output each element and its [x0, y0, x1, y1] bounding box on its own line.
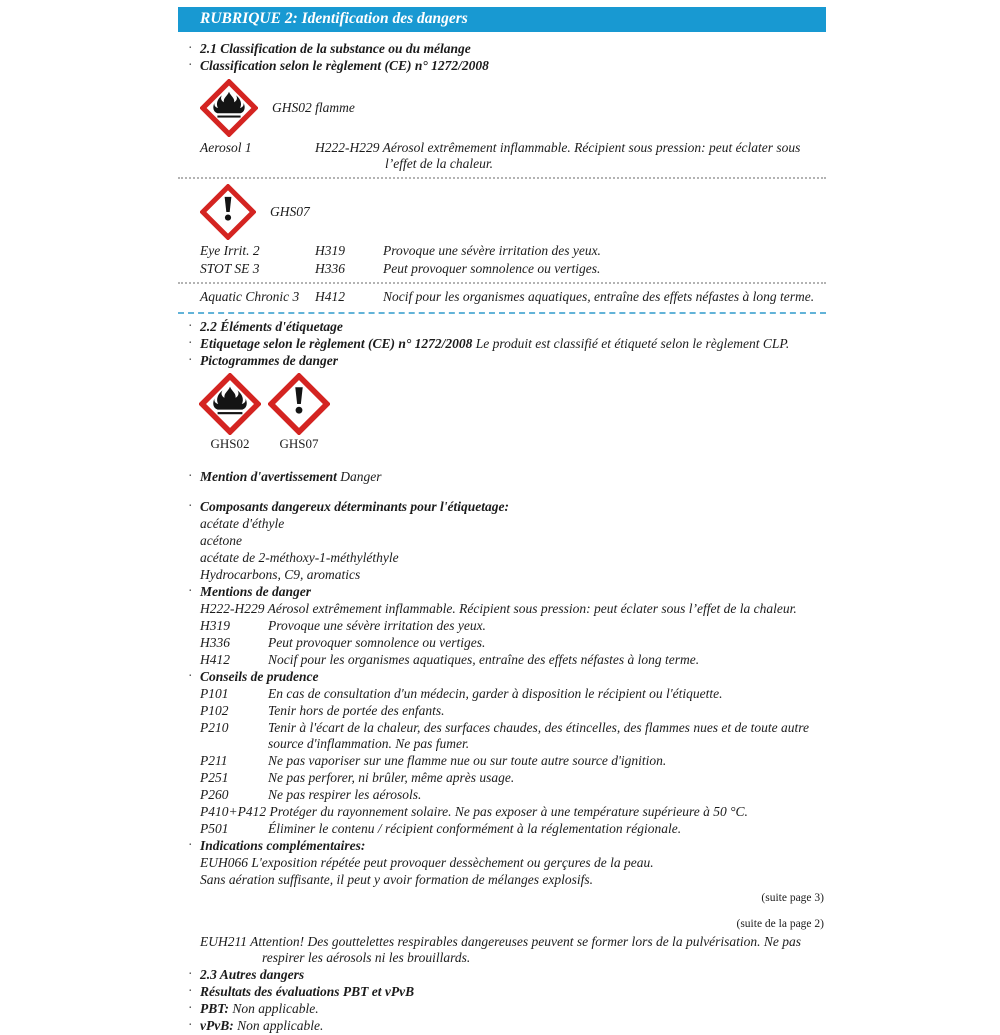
ghs02-flame-icon	[200, 79, 258, 137]
hazard-code: H336	[200, 635, 230, 650]
ghs07-pictogram-row	[178, 184, 826, 240]
precaution-code: P101	[200, 686, 229, 701]
component-item: acétone	[200, 533, 242, 548]
pictogram-ghs02	[198, 373, 262, 452]
hazard-code: H412	[200, 652, 230, 667]
heading-2-1: · 2.1 Classification de la substance ou du mélange	[178, 41, 826, 57]
precaution-code: P102	[200, 703, 229, 718]
signal-word: Danger	[340, 469, 382, 484]
euh211-line	[178, 934, 826, 966]
section-2-content	[178, 7, 826, 1035]
precaution-code: P410+P412	[200, 804, 267, 819]
pbt-results-heading: · Résultats des évaluations PBT et vPvB	[178, 984, 826, 1000]
ghs07-caption: GHS07	[270, 204, 310, 219]
labeling-heading: Etiquetage selon le règlement (CE) n° 1272/2008	[200, 336, 473, 351]
vpvb-label: vPvB:	[200, 1018, 234, 1033]
classification-category: Aerosol 1	[200, 140, 252, 155]
pbt-line	[178, 1001, 826, 1017]
precaution-row	[178, 821, 826, 837]
precaution-text: En cas de consultation d'un médecin, garder à disposition le récipient ou l'étiquette.	[268, 686, 723, 701]
hazard-text: Provoque une sévère irritation des yeux.	[268, 618, 486, 633]
section-header-bar	[178, 7, 826, 32]
component-item: acétate de 2-méthoxy-1-méthyléthyle	[200, 550, 399, 565]
precaution-text: Ne pas respirer les aérosols.	[268, 787, 422, 802]
precaution-row	[178, 720, 826, 752]
classification-row-stot	[178, 261, 826, 277]
precaution-text: Protéger du rayonnement solaire. Ne pas exposer à une température supérieure à 50 °C.	[269, 804, 748, 819]
hazard-text: Aérosol extrêmement inflammable. Récipient sous pression: peut éclater sous l’effet de la chaleur.	[382, 140, 801, 171]
labeling-line	[178, 336, 826, 352]
heading-classification-regulation: · Classification selon le règlement (CE) n° 1272/2008	[178, 58, 826, 74]
hazard-text: Peut provoquer somnolence ou vertiges.	[268, 635, 486, 650]
vpvb-line	[178, 1018, 826, 1034]
hazard-text: Aérosol extrêmement inflammable. Récipient sous pression: peut éclater sous l’effet de la chaleur.	[267, 601, 797, 616]
precaution-code: P211	[200, 753, 228, 768]
hazard-code: H319	[315, 243, 345, 258]
classification-category: STOT SE 3	[200, 261, 260, 276]
classification-category: Aquatic Chronic 3	[200, 289, 300, 304]
signal-word-heading: Mention d'avertissement	[200, 469, 337, 484]
dotted-separator	[178, 177, 826, 179]
continuation-note-page3: (suite page 3)	[761, 892, 824, 904]
precaution-row	[178, 753, 826, 769]
hazard-code: H336	[315, 261, 345, 276]
component-item: Hydrocarbons, C9, aromatics	[200, 567, 361, 582]
ghs02-caption: GHS02 flamme	[272, 100, 355, 115]
hazard-text: Nocif pour les organismes aquatiques, entraîne des effets néfastes à long terme.	[383, 289, 815, 304]
ventilation-warning-line: Sans aération suffisante, il peut y avoir formation de mélanges explosifs.	[200, 872, 593, 887]
precaution-code: P251	[200, 770, 229, 785]
classification-row-eye-irrit	[178, 243, 826, 259]
pbt-label: PBT:	[200, 1001, 229, 1016]
precaution-code: P501	[200, 821, 229, 836]
precaution-text: Ne pas perforer, ni brûler, même après usage.	[268, 770, 515, 785]
precaution-heading: · Conseils de prudence	[178, 669, 826, 685]
hazard-text: Provoque une sévère irritation des yeux.	[383, 243, 601, 258]
pictograms-heading: · Pictogrammes de danger	[178, 353, 826, 369]
hazard-statement-row	[178, 652, 826, 668]
dotted-separator	[178, 282, 826, 284]
hazard-statement-row	[178, 618, 826, 634]
precaution-row	[178, 770, 826, 786]
classification-row-aquatic	[178, 289, 826, 305]
classification-statement	[315, 140, 826, 172]
component-item: acétate d'éthyle	[200, 516, 285, 531]
pbt-value: Non applicable.	[232, 1001, 319, 1016]
pictogram-label-ghs07: GHS07	[279, 436, 319, 451]
precaution-row	[178, 686, 826, 702]
blue-dashed-separator	[178, 312, 826, 314]
euh211-code: EUH211	[200, 934, 247, 949]
ghs02-flame-icon	[199, 373, 261, 435]
signal-word-line	[178, 469, 826, 485]
hazard-text: Nocif pour les organismes aquatiques, entraîne des effets néfastes à long terme.	[268, 652, 700, 667]
additional-indications-heading: · Indications complémentaires:	[178, 838, 826, 854]
hazard-code: H319	[200, 618, 230, 633]
ghs07-exclamation-icon	[268, 373, 330, 435]
heading-2-3: · 2.3 Autres dangers	[178, 967, 826, 983]
classification-row-aerosol	[178, 140, 826, 172]
danger-pictograms	[178, 373, 826, 452]
precaution-code: P260	[200, 787, 229, 802]
hazard-statement-row	[178, 635, 826, 651]
continuation-note-page2: (suite de la page 2)	[736, 918, 824, 930]
precaution-row	[178, 804, 826, 820]
precaution-text: Éliminer le contenu / récipient conformément à la réglementation régionale.	[268, 821, 682, 836]
euh211-text: Attention! Des gouttelettes respirables dangereuses peuvent se former lors de la pulvérisation. Ne pas respirer les aérosols ni les brouillards.	[250, 934, 802, 965]
hazard-text: Peut provoquer somnolence ou vertiges.	[383, 261, 601, 276]
hazard-statements-heading: · Mentions de danger	[178, 584, 826, 600]
precaution-code: P210	[200, 720, 229, 735]
hazard-code: H222-H229	[200, 601, 265, 616]
ghs07-exclamation-icon	[200, 184, 256, 240]
pictogram-ghs07	[267, 373, 331, 452]
precaution-row	[178, 703, 826, 719]
hazard-code: H222-H229	[315, 140, 380, 155]
components-heading: · Composants dangereux déterminants pour l'étiquetage:	[178, 499, 826, 515]
precaution-text: Tenir hors de portée des enfants.	[268, 703, 445, 718]
precaution-text: Tenir à l'écart de la chaleur, des surfaces chaudes, des étincelles, des flammes nues et de toute autre source d'inflammation. Ne pas fumer.	[268, 720, 810, 751]
precaution-row	[178, 787, 826, 803]
labeling-text: Le produit est classifié et étiqueté selon le règlement CLP.	[475, 336, 790, 351]
pictogram-label-ghs02: GHS02	[210, 436, 250, 451]
classification-category: Eye Irrit. 2	[200, 243, 260, 258]
euh066-line: EUH066 L'exposition répétée peut provoquer dessèchement ou gerçures de la peau.	[200, 855, 654, 870]
hazard-code: H412	[315, 289, 345, 304]
hazard-statement-row	[178, 601, 826, 617]
precaution-text: Ne pas vaporiser sur une flamme nue ou sur toute autre source d'ignition.	[268, 753, 667, 768]
vpvb-value: Non applicable.	[237, 1018, 324, 1033]
ghs02-pictogram-row	[178, 79, 826, 137]
section-title: RUBRIQUE 2: Identification des dangers	[200, 10, 468, 27]
heading-2-2: · 2.2 Éléments d'étiquetage	[178, 319, 826, 335]
